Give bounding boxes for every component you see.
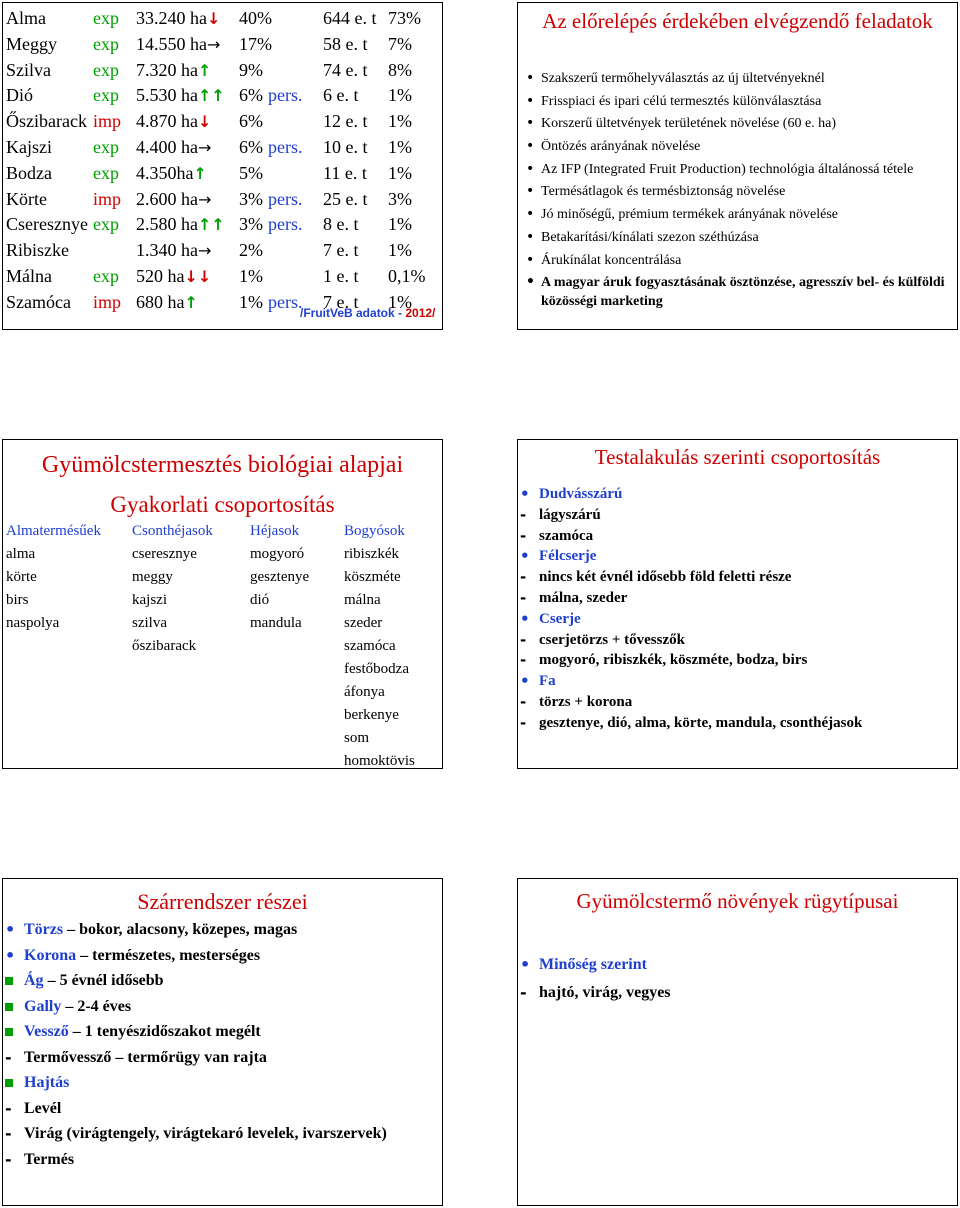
bullet-icon: • xyxy=(520,547,530,566)
dash-icon: - xyxy=(5,1098,12,1118)
dash-icon: - xyxy=(5,1149,12,1169)
yield-tons: 58 e. t xyxy=(323,33,368,54)
fruit-name: Bodza xyxy=(6,162,52,183)
list-item xyxy=(518,526,957,547)
yield-tons: 644 e. t xyxy=(323,8,377,28)
trade-type: exp xyxy=(93,59,119,80)
yield-tons: 8 e. t xyxy=(323,214,359,235)
trend-arrow-icon: ↓ xyxy=(198,112,212,132)
list-item xyxy=(3,943,442,969)
yield-tons: 12 e. t xyxy=(323,111,368,132)
list-item-text: Cserje xyxy=(539,610,581,627)
slide-title: Gyümölcstermő növények rügytípusai xyxy=(576,889,899,913)
list-item-text: lágyszárú xyxy=(539,506,601,523)
slide-biological-basics xyxy=(2,439,443,769)
term-description: – természetes, mesterséges xyxy=(76,946,261,964)
list-item xyxy=(518,951,957,979)
stem-parts-list xyxy=(3,917,442,1172)
growth-form-list xyxy=(518,484,957,734)
area-value: 680 ha xyxy=(136,291,185,312)
list-item-text: szamóca xyxy=(539,527,594,544)
dash-icon: - xyxy=(520,568,527,587)
fruit-item: som xyxy=(344,730,370,746)
list-item xyxy=(518,609,957,630)
slide-title: Az előrelépés érdekében elvégzendő feladatok xyxy=(542,9,933,33)
task-item: • Jó minőségű, prémium termékek arányának növelése xyxy=(526,205,952,224)
list-item xyxy=(3,1019,442,1045)
share-percent: 1% xyxy=(388,137,412,157)
list-item xyxy=(518,567,957,588)
trade-type: exp xyxy=(93,85,119,106)
list-item-text: cserjetörzs + tővesszők xyxy=(539,631,685,648)
column-bogyosok xyxy=(344,520,415,769)
column-hejasok xyxy=(250,520,309,635)
area-percent: 3% xyxy=(239,214,263,235)
trade-type: imp xyxy=(93,111,122,132)
term-description: – 1 tenyészidőszakot megélt xyxy=(68,1023,261,1040)
source-note: /FruitVeB adatok - 2012/ xyxy=(300,306,436,320)
task-item: • Szakszerű termőhelyválasztás az új ültetvényeknél xyxy=(526,69,952,88)
fruit-item: gesztenye xyxy=(250,569,310,585)
fruit-item: őszibarack xyxy=(132,638,197,654)
table-row xyxy=(3,237,442,263)
table-row xyxy=(3,160,442,186)
share-percent: 1% xyxy=(388,162,412,183)
area-percent-cell xyxy=(239,5,272,31)
area-cell xyxy=(136,237,211,264)
share-percent: 1% xyxy=(388,240,412,261)
list-item xyxy=(3,1045,442,1071)
table-row xyxy=(3,263,442,289)
table-row xyxy=(3,31,442,57)
area-cell xyxy=(136,108,211,135)
trend-arrow-icon: ↑ xyxy=(193,163,207,183)
fruit-item: ribiszkék xyxy=(344,546,399,562)
table-row xyxy=(3,134,442,160)
area-percent-cell xyxy=(239,237,263,263)
term: Korona xyxy=(24,946,77,964)
slide-fruit-production-table xyxy=(2,2,443,330)
area-value: 14.550 ha xyxy=(136,33,207,54)
fruit-name: Alma xyxy=(6,8,46,28)
trend-arrow-icon: → xyxy=(207,34,221,54)
task-item: • A magyar áruk fogyasztásának ösztönzése, agresszív bel- és külföldi közösségi marketing xyxy=(526,273,952,311)
fruit-item: mogyoró xyxy=(250,546,305,562)
list-item xyxy=(3,1147,442,1173)
green-square-icon xyxy=(5,1028,13,1036)
area-cell xyxy=(136,31,220,58)
table-row xyxy=(3,5,442,31)
table-row xyxy=(3,57,442,83)
table-row xyxy=(3,211,442,237)
trade-type: exp xyxy=(93,137,119,157)
area-percent: 6% xyxy=(239,137,263,157)
bullet-icon: • xyxy=(520,609,530,628)
list-item-text: Fa xyxy=(539,673,556,690)
fruit-item: dió xyxy=(250,592,270,608)
term: Törzs xyxy=(24,921,64,938)
fruit-item: mandula xyxy=(250,615,302,631)
pers-label: pers. xyxy=(268,85,303,106)
slide-growth-form xyxy=(517,439,958,769)
slide-title: Szárrendszer részei xyxy=(137,889,308,914)
dash-icon: - xyxy=(520,983,527,1002)
trend-arrow-icon: ↓ xyxy=(184,267,198,286)
term-description: Virág (virágtengely, virágtekaró levelek, ivarszervek) xyxy=(24,1125,387,1142)
fruit-item: naspolya xyxy=(6,615,60,631)
fruit-item: kajszi xyxy=(132,592,167,608)
trade-type: imp xyxy=(93,291,122,312)
yield-tons: 11 e. t xyxy=(323,162,367,183)
fruit-item: körte xyxy=(6,569,37,585)
fruit-name: Ribiszke xyxy=(6,240,69,261)
area-value: 4.350ha xyxy=(136,162,194,183)
share-percent: 8% xyxy=(388,59,412,80)
share-percent: 1% xyxy=(388,291,412,312)
table-row xyxy=(3,82,442,108)
trend-arrow-icon: ↑ xyxy=(198,215,212,235)
fruit-name: Dió xyxy=(6,85,33,106)
trend-arrow-icon: ↓ xyxy=(197,267,212,286)
term: Gally xyxy=(24,997,62,1015)
area-percent: 9% xyxy=(239,59,263,80)
area-value: 7.320 ha xyxy=(136,59,198,80)
term: Vessző xyxy=(24,1023,69,1040)
fruit-name: Meggy xyxy=(6,33,57,54)
fruit-item: alma xyxy=(6,546,36,562)
area-percent: 1% xyxy=(239,266,263,286)
column-header: Bogyósok xyxy=(344,523,405,539)
area-percent-cell xyxy=(239,289,303,315)
list-item xyxy=(518,650,957,671)
fruit-name: Szamóca xyxy=(6,291,71,312)
share-percent: 1% xyxy=(388,214,412,235)
area-cell xyxy=(136,82,225,109)
area-percent-cell xyxy=(239,160,263,186)
share-percent: 0,1% xyxy=(388,266,426,286)
area-percent: 3% xyxy=(239,188,263,209)
share-percent: 3% xyxy=(388,188,412,209)
task-item: • Frisspiaci és ipari célú termesztés különválasztása xyxy=(526,92,952,111)
bullet-icon: • xyxy=(5,920,16,939)
yield-tons: 7 e. t xyxy=(323,291,359,312)
list-item xyxy=(518,484,957,505)
share-percent: 1% xyxy=(388,111,412,132)
area-value: 4.400 ha xyxy=(136,137,198,157)
slide-stem-system xyxy=(2,878,443,1206)
area-cell xyxy=(136,134,211,161)
area-value: 5.530 ha xyxy=(136,85,198,106)
area-percent-cell xyxy=(239,57,263,83)
task-item: • Az IFP (Integrated Fruit Production) technológia általánossá tétele xyxy=(526,160,952,179)
area-cell xyxy=(136,263,211,290)
list-item-text: Minőség szerint xyxy=(539,956,647,973)
fruit-item: szeder xyxy=(344,615,383,631)
area-cell xyxy=(136,160,207,187)
fruit-item: birs xyxy=(6,592,29,608)
slide-bud-types xyxy=(517,878,958,1206)
list-item xyxy=(518,546,957,567)
trade-type: exp xyxy=(93,162,119,183)
list-item-text: Dudvásszárú xyxy=(539,486,623,502)
task-item: • Betakarítási/kínálati szezon széthúzása xyxy=(526,228,952,247)
fruit-name: Körte xyxy=(6,188,47,209)
bullet-icon: • xyxy=(520,955,531,974)
slide-subtitle: Gyakorlati csoportosítás xyxy=(110,492,335,517)
dash-icon: - xyxy=(520,588,527,607)
list-item xyxy=(3,994,442,1020)
fruit-item: szamóca xyxy=(344,638,396,654)
list-item-text: nincs két évnél idősebb föld feletti része xyxy=(539,569,792,586)
area-percent-cell xyxy=(239,186,303,212)
dash-icon: - xyxy=(5,1047,12,1067)
share-percent: 73% xyxy=(388,8,421,28)
slide-title: Gyümölcstermesztés biológiai alapjai xyxy=(41,452,404,478)
pers-label: pers. xyxy=(268,188,303,209)
trend-arrow-icon: → xyxy=(198,189,212,209)
term-description: – bokor, alacsony, közepes, magas xyxy=(63,921,298,938)
list-item xyxy=(3,1096,442,1122)
bullet-icon: • xyxy=(520,672,530,691)
dash-icon: - xyxy=(520,713,527,732)
fruit-item: málna xyxy=(344,592,381,608)
list-item xyxy=(3,1070,442,1096)
trend-arrow-icon: ↑ xyxy=(211,215,225,235)
column-csonthejasok xyxy=(132,520,213,658)
list-item xyxy=(518,979,957,1007)
dash-icon: - xyxy=(520,630,527,649)
trend-arrow-icon: → xyxy=(198,138,212,157)
term: Hajtás xyxy=(24,1074,70,1091)
area-percent-cell xyxy=(239,108,263,134)
green-square-icon xyxy=(5,1003,13,1011)
list-item xyxy=(518,630,957,651)
trend-arrow-icon: ↑ xyxy=(198,60,212,80)
column-header: Csonthéjasok xyxy=(132,523,213,539)
area-cell xyxy=(136,5,220,32)
dash-icon: - xyxy=(520,651,527,670)
yield-tons: 10 e. t xyxy=(323,137,368,157)
list-item xyxy=(3,968,442,994)
area-value: 33.240 ha xyxy=(136,8,207,28)
yield-tons: 6 e. t xyxy=(323,85,359,106)
list-item xyxy=(3,917,442,943)
list-item-text: gesztenye, dió, alma, körte, mandula, csonthéjasok xyxy=(539,714,863,731)
green-square-icon xyxy=(5,977,13,985)
yield-tons: 25 e. t xyxy=(323,188,368,209)
area-cell xyxy=(136,57,211,84)
fruit-item: festőbodza xyxy=(344,661,409,677)
trend-arrow-icon: ↓ xyxy=(207,9,221,28)
list-item xyxy=(3,1121,442,1147)
dash-icon: - xyxy=(520,692,527,711)
column-header: Héjasok xyxy=(250,523,300,539)
table-row xyxy=(3,108,442,134)
pers-label: pers. xyxy=(268,137,303,157)
column-almatermesuek xyxy=(6,520,101,635)
yield-tons: 7 e. t xyxy=(323,240,359,261)
column-header: Almatermésűek xyxy=(6,523,101,539)
fruit-name: Málna xyxy=(6,266,52,286)
list-item xyxy=(518,713,957,734)
fruit-item: cseresznye xyxy=(132,546,197,562)
fruit-name: Cseresznye xyxy=(6,214,88,235)
trend-arrow-icon: → xyxy=(198,241,212,261)
yield-tons: 74 e. t xyxy=(323,59,368,80)
area-percent: 2% xyxy=(239,240,263,261)
fruit-name: Őszibarack xyxy=(6,111,87,132)
area-percent: 17% xyxy=(239,33,272,54)
term-description: Levél xyxy=(24,1099,62,1117)
area-value: 4.870 ha xyxy=(136,111,198,132)
trade-type: exp xyxy=(93,8,119,28)
term-description: – 2-4 éves xyxy=(61,997,132,1015)
area-cell xyxy=(136,211,225,238)
trade-type: imp xyxy=(93,188,122,209)
task-item: • Termésátlagok és termésbiztonság növelése xyxy=(526,182,952,201)
term-description: Termővessző – termőrügy van rajta xyxy=(24,1048,267,1066)
area-cell xyxy=(136,289,198,316)
dash-icon: - xyxy=(520,505,527,524)
fruit-item: berkenye xyxy=(344,707,399,723)
trend-arrow-icon: ↑ xyxy=(211,86,225,106)
fruit-item: áfonya xyxy=(344,684,385,700)
bullet-icon: • xyxy=(520,485,530,503)
table-row xyxy=(3,186,442,212)
area-value: 2.580 ha xyxy=(136,214,198,235)
area-percent-cell xyxy=(239,134,303,160)
trend-arrow-icon: ↑ xyxy=(198,86,212,106)
list-item xyxy=(518,588,957,609)
list-item xyxy=(518,692,957,713)
slide-title: Testalakulás szerinti csoportosítás xyxy=(594,445,881,469)
bullet-icon: • xyxy=(5,945,16,965)
share-percent: 1% xyxy=(388,85,412,106)
fruit-name: Kajszi xyxy=(6,137,52,157)
area-cell xyxy=(136,186,211,213)
term-description: Termés xyxy=(24,1150,75,1168)
area-percent-cell xyxy=(239,82,303,108)
list-item xyxy=(518,671,957,692)
task-item: • Korszerű ültetvények területének növelése (60 e. ha) xyxy=(526,114,952,133)
trade-type: exp xyxy=(93,214,119,235)
fruit-item: homoktövis xyxy=(344,753,415,769)
term-description: – 5 évnél idősebb xyxy=(43,972,164,989)
area-percent-cell xyxy=(239,211,303,237)
yield-tons: 1 e. t xyxy=(323,266,359,286)
list-item-text: mogyoró, ribiszkék, köszméte, bodza, birs xyxy=(539,652,808,669)
area-percent: 5% xyxy=(239,162,263,183)
pers-label: pers. xyxy=(268,214,303,235)
term: Ág xyxy=(24,972,44,989)
trend-arrow-icon: ↑ xyxy=(184,292,198,312)
share-percent: 7% xyxy=(388,33,412,54)
dash-icon: - xyxy=(5,1124,12,1143)
green-square-icon xyxy=(5,1079,13,1087)
area-value: 1.340 ha xyxy=(136,240,198,261)
fruit-name: Szilva xyxy=(6,59,51,80)
task-item: • Öntözés arányának növelése xyxy=(526,137,952,156)
pers-label: pers. xyxy=(268,291,303,312)
list-item-text: málna, szeder xyxy=(539,589,628,606)
area-percent: 1% xyxy=(239,291,263,312)
area-percent: 40% xyxy=(239,8,272,28)
list-item-text: törzs + korona xyxy=(539,693,633,710)
area-percent: 6% xyxy=(239,111,263,132)
list-item-text: hajtó, virág, vegyes xyxy=(539,984,671,1001)
bud-types-list xyxy=(518,951,957,1007)
list-item xyxy=(518,505,957,526)
task-list xyxy=(526,69,952,315)
area-value: 520 ha xyxy=(136,266,185,286)
dash-icon: - xyxy=(520,526,527,545)
area-value: 2.600 ha xyxy=(136,188,198,209)
fruit-item: szilva xyxy=(132,615,167,631)
area-percent: 6% xyxy=(239,85,263,106)
fruit-item: köszméte xyxy=(344,569,401,585)
area-percent-cell xyxy=(239,31,272,57)
slide-tasks xyxy=(517,2,958,330)
task-item: • Árukínálat koncentrálása xyxy=(526,251,952,270)
trade-type: exp xyxy=(93,33,119,54)
fruit-item: meggy xyxy=(132,569,173,585)
list-item-text: Félcserje xyxy=(539,548,597,565)
trade-type: exp xyxy=(93,266,119,286)
area-percent-cell xyxy=(239,263,263,289)
